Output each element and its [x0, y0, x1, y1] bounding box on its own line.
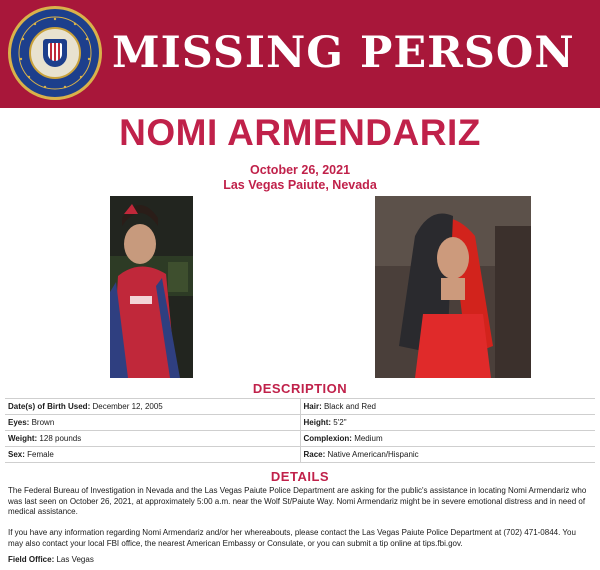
banner	[0, 0, 600, 108]
complexion-label: Complexion:	[303, 434, 352, 443]
details-heading: DETAILS	[270, 469, 330, 484]
description-heading: DESCRIPTION	[252, 381, 348, 396]
table-row	[5, 447, 595, 463]
eyes-cell	[5, 415, 300, 431]
height-cell	[300, 415, 595, 431]
field-office-value: Las Vegas	[56, 555, 94, 564]
sex-cell	[5, 447, 300, 463]
sex-label: Sex:	[8, 450, 25, 459]
weight-value: 128 pounds	[39, 434, 82, 443]
person-name: NOMI ARMENDARIZ	[119, 112, 481, 153]
complexion-cell	[300, 431, 595, 447]
person-photo-2	[375, 196, 531, 378]
missing-location: Las Vegas Paiute, Nevada	[223, 178, 377, 192]
table-row	[5, 399, 595, 415]
eyes-label: Eyes:	[8, 418, 30, 427]
details-paragraph-1: The Federal Bureau of Investigation in Nevada and the Las Vegas Paiute Police Department are asking for the public's assistance in locating Nomi Armendariz who was last seen on October 26, 2021, at approximately 5:00 a.m. near the Wolf St/Paiute Way. Nomi Armendariz might be in severe emotional distress and in need of medical assistance.	[8, 486, 587, 516]
seal-center	[29, 27, 81, 79]
race-value: Native American/Hispanic	[327, 450, 419, 459]
photo-red-black-hair-image	[375, 196, 531, 378]
details-paragraph-2: If you have any information regarding Nomi Armendariz and/or her whereabouts, please contact the Las Vegas Paiute Police Department at (702) 471-0844. You may also contact your local FBI office, the nearest American Embassy or Consulate, or you can submit a tip online at tips.fbi.gov.	[8, 528, 576, 548]
hair-value: Black and Red	[323, 402, 376, 411]
shield-icon	[43, 39, 67, 67]
height-label: Height:	[303, 418, 332, 427]
sex-value: Female	[27, 450, 54, 459]
hair-label: Hair:	[303, 402, 322, 411]
field-office-label: Field Office:	[8, 555, 55, 564]
field-office	[8, 555, 94, 564]
table-row	[5, 415, 595, 431]
dob-value: December 12, 2005	[92, 402, 163, 411]
dob-cell	[5, 399, 300, 415]
person-photo-1	[110, 196, 193, 378]
photo-cheer-uniform-image	[110, 196, 193, 378]
race-cell	[300, 447, 595, 463]
height-value: 5'2"	[333, 418, 347, 427]
race-label: Race:	[303, 450, 326, 459]
eyes-value: Brown	[31, 418, 55, 427]
table-row	[5, 431, 595, 447]
description-table	[5, 398, 595, 463]
hair-cell	[300, 399, 595, 415]
weight-cell	[5, 431, 300, 447]
weight-label: Weight:	[8, 434, 38, 443]
complexion-value: Medium	[354, 434, 383, 443]
page-title: MISSING PERSON	[112, 28, 575, 78]
fbi-seal-icon	[8, 6, 102, 100]
missing-date: October 26, 2021	[249, 163, 351, 177]
dob-label: Date(s) of Birth Used:	[8, 402, 91, 411]
